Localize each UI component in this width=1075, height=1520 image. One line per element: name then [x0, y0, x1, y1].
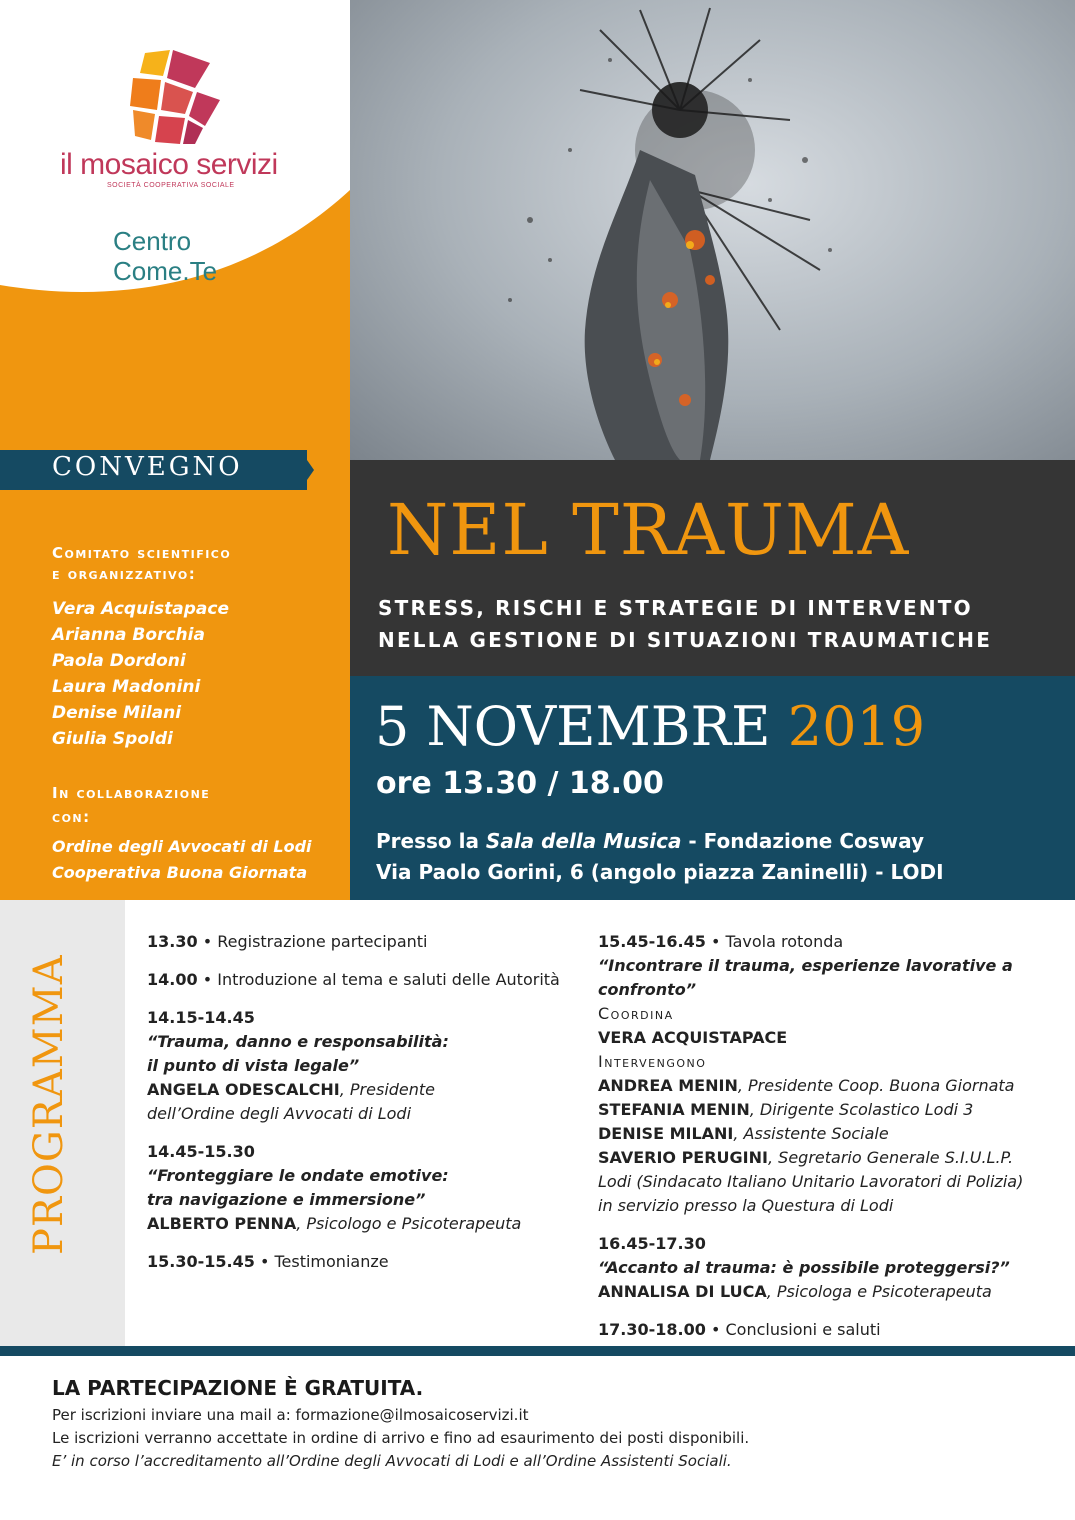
speaker-role: , Presidente Coop. Buona Giornata	[737, 1076, 1015, 1095]
event-date-day-month: 5 NOVEMBRE	[375, 695, 771, 758]
collaboration-title	[52, 781, 210, 829]
speaker-name: STEFANIA MENIN	[598, 1100, 750, 1119]
talk-title: tra navigazione e immersione”	[147, 1190, 426, 1209]
event-subtitle-line1: STRESS, RISCHI E STRATEGIE DI INTERVENTO	[378, 596, 973, 620]
talk-title: “Accanto al trauma: è possibile proteggersi?”	[598, 1258, 1010, 1277]
event-subtitle-line2: NELLA GESTIONE DI SITUAZIONI TRAUMATICHE	[378, 628, 993, 652]
event-date	[375, 692, 925, 762]
convegno-banner-arrow	[300, 450, 314, 490]
program-text: • Testimonianze	[259, 1252, 389, 1271]
speaker-name: ANNALISA DI LUCA	[598, 1282, 767, 1301]
registration-policy: Le iscrizioni verranno accettate in ordine di arrivo e fino ad esaurimento dei posti disponibili.	[52, 1429, 750, 1447]
speakers-label: Intervengono	[598, 1052, 707, 1071]
speaker-role: , Presidente	[339, 1080, 436, 1099]
event-venue	[376, 826, 944, 888]
speaker-name: ANGELA ODESCALCHI	[147, 1080, 340, 1099]
speaker	[598, 1074, 1058, 1098]
speaker-role: , Assistente Sociale	[733, 1124, 889, 1143]
venue-prefix: Presso la	[376, 829, 479, 853]
committee-title	[52, 543, 231, 585]
program-column-right	[598, 930, 1058, 1356]
coordinator-name: VERA ACQUISTAPACE	[598, 1028, 788, 1047]
speaker-name: SAVERIO PERUGINI	[598, 1148, 768, 1167]
committee-member: Arianna Borchia	[52, 625, 205, 645]
talk-title: il punto di vista legale”	[147, 1056, 360, 1075]
footer-title: LA PARTECIPAZIONE È GRATUITA.	[52, 1376, 424, 1400]
speaker-role: dell’Ordine degli Avvocati di Lodi	[147, 1104, 412, 1123]
program-text: • Conclusioni e saluti	[710, 1320, 881, 1339]
venue-place: Sala della Musica	[485, 829, 682, 853]
speaker-name: DENISE MILANI	[598, 1124, 734, 1143]
partner: Ordine degli Avvocati di Lodi	[52, 837, 312, 856]
program-column-left	[147, 930, 587, 1288]
program-time: 15.30-15.45	[147, 1252, 255, 1271]
event-subtitle	[378, 592, 1038, 656]
speaker-role: , Psicologo e Psicoterapeuta	[296, 1214, 522, 1233]
hero-image	[350, 0, 1075, 460]
committee-member: Denise Milani	[52, 703, 182, 723]
talk-title: “Fronteggiare le ondate emotive:	[147, 1166, 449, 1185]
program-time: 14.00	[147, 970, 198, 989]
program-text: • Tavola rotonda	[710, 932, 844, 951]
partner: Cooperativa Buona Giornata	[52, 863, 308, 882]
program-time: 14.45-15.30	[147, 1142, 255, 1161]
committee-member: Vera Acquistapace	[52, 599, 229, 619]
talk-title: “Trauma, danno e responsabilità:	[147, 1032, 449, 1051]
committee-member: Paola Dordoni	[52, 651, 186, 671]
footer-info	[52, 1404, 749, 1473]
program-item	[598, 1318, 1058, 1342]
org-name: il mosaico servizi	[60, 148, 278, 181]
event-time: ore 13.30 / 18.00	[376, 766, 664, 801]
collaboration-partners	[52, 834, 312, 886]
mosaico-logo-icon	[125, 48, 225, 148]
program-item	[147, 1006, 587, 1126]
program-time: 15.45-16.45	[598, 932, 706, 951]
speaker-name: ANDREA MENIN	[598, 1076, 738, 1095]
speaker	[598, 1122, 1058, 1146]
speaker	[598, 1098, 1058, 1122]
centro-name	[113, 226, 217, 286]
program-item	[147, 1250, 587, 1274]
venue-line	[376, 826, 944, 857]
footer-divider	[0, 1346, 1075, 1356]
committee-member: Laura Madonini	[52, 677, 201, 697]
org-subtitle: SOCIETÀ COOPERATIVA SOCIALE	[107, 182, 235, 189]
collaboration-title-line2: con:	[52, 808, 91, 826]
logo-panel	[0, 0, 350, 450]
event-title: NEL TRAUMA	[387, 489, 910, 571]
program-item	[598, 1232, 1058, 1304]
speaker-role: , Segretario Generale S.I.U.L.P.	[767, 1148, 1014, 1167]
centro-line2: Come.Te	[113, 256, 218, 286]
speaker-name: ALBERTO PENNA	[147, 1214, 297, 1233]
accreditation-note: E’ in corso l’accreditamento all’Ordine degli Avvocati di Lodi e all’Ordine Assistenti Sociali.	[52, 1452, 732, 1470]
program-label: PROGRAMMA	[26, 954, 72, 1255]
registration-info: Per iscrizioni inviare una mail a: formazione@ilmosaicoservizi.it	[52, 1406, 529, 1424]
trauma-figure-illustration	[350, 0, 1075, 460]
program-time: 14.15-14.45	[147, 1008, 255, 1027]
speaker	[598, 1146, 1058, 1170]
collaboration-title-line1: In collaborazione	[52, 784, 211, 802]
program-item	[147, 930, 587, 954]
program-time: 17.30-18.00	[598, 1320, 706, 1339]
program-item	[598, 930, 1058, 1218]
event-date-year: 2019	[787, 695, 926, 758]
venue-address: Via Paolo Gorini, 6 (angolo piazza Zaninelli) - LODI	[376, 860, 944, 884]
program-item	[147, 968, 587, 992]
program-item	[147, 1140, 587, 1236]
program-text: • Introduzione al tema e saluti delle Autorità	[202, 970, 560, 989]
committee-members	[52, 596, 229, 752]
speaker	[147, 1212, 587, 1236]
speaker-role: , Psicologa e Psicoterapeuta	[766, 1282, 992, 1301]
committee-title-line2: e organizzativo:	[52, 565, 197, 583]
committee-member: Giulia Spoldi	[52, 729, 173, 749]
speaker-role: in servizio presso la Questura di Lodi	[598, 1196, 894, 1215]
venue-suffix: - Fondazione Cosway	[688, 829, 925, 853]
event-type: CONVEGNO	[52, 452, 243, 482]
committee-title-line1: Comitato scientifico	[52, 544, 232, 562]
program-time: 13.30	[147, 932, 198, 951]
speaker-role: Lodi (Sindacato Italiano Unitario Lavoratori di Polizia)	[598, 1172, 1024, 1191]
speaker	[598, 1280, 1058, 1304]
speaker-role: , Dirigente Scolastico Lodi 3	[749, 1100, 974, 1119]
coordinator-label: Coordina	[598, 1004, 674, 1023]
talk-title: “Incontrare il trauma, esperienze lavorative a confronto”	[598, 956, 1013, 999]
program-time: 16.45-17.30	[598, 1234, 706, 1253]
centro-line1: Centro	[113, 226, 192, 256]
program-text: • Registrazione partecipanti	[202, 932, 428, 951]
speaker	[147, 1078, 587, 1102]
